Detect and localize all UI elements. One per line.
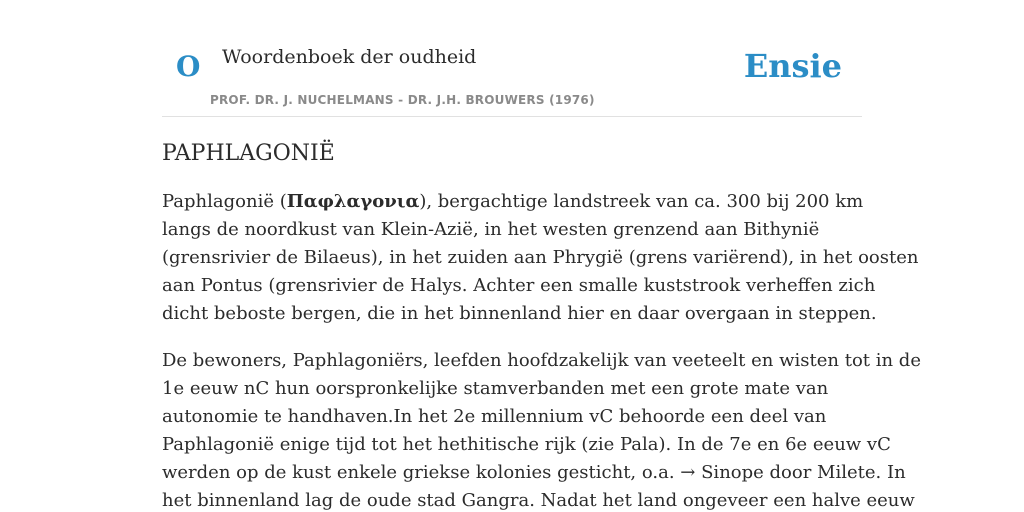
dictionary-authors: PROF. DR. J. NUCHELMANS - DR. J.H. BROUWERS (1976): [210, 93, 595, 107]
dictionary-title[interactable]: Woordenboek der oudheid: [222, 46, 477, 68]
entry-paragraph-2: [162, 347, 921, 512]
entry-content: [162, 138, 921, 512]
text-line: langs de noordkust van Klein-Azië, in het westen grenzend aan Bithynië: [162, 219, 820, 240]
letter-index[interactable]: O: [176, 50, 201, 83]
text-line: het binnenland lag de oude stad Gangra. Nadat het land ongeveer een halve eeuw: [162, 490, 915, 511]
entry-paragraph-1: [162, 188, 919, 328]
text-segment: Paphlagonië (: [162, 191, 287, 212]
text-line: De bewoners, Paphlagoniërs, leefden hoofdzakelijk van veeteelt en wisten tot in de: [162, 350, 921, 371]
entry-title: PAPHLAGONIË: [162, 141, 335, 166]
text-line: [162, 459, 906, 487]
text-segment: ), bergachtige landstreek van ca. 300 bij 200 km: [419, 191, 864, 212]
text-line: Paphlagonië enige tijd tot het hethitische rijk (zie Pala). In de 7e en 6e eeuw vC: [162, 434, 891, 455]
sinope-link[interactable]: → Sinope: [680, 462, 764, 483]
text-line: 1e eeuw nC hun oorspronkelijke stamverbanden met een grote mate van: [162, 378, 829, 399]
text-line: aan Pontus (grensrivier de Halys. Achter een smalle kuststrook verheffen zich: [162, 275, 876, 296]
text-segment: werden op de kust enkele griekse kolonies gesticht, o.a.: [162, 462, 681, 483]
greek-name: Παφλαγονια: [286, 191, 420, 212]
ensie-logo[interactable]: Ensie: [743, 47, 842, 85]
text-segment: door Milete. In: [763, 462, 906, 483]
text-line: autonomie te handhaven.In het 2e millennium vC behoorde een deel van: [162, 406, 827, 427]
dictionary-header: [162, 40, 862, 117]
text-line: [162, 188, 862, 216]
text-line: (grensrivier de Bilaeus), in het zuiden aan Phrygië (grens variërend), in het oosten: [162, 247, 919, 268]
text-line: dicht beboste bergen, die in het binnenland hier en daar overgaan in steppen.: [162, 303, 877, 324]
